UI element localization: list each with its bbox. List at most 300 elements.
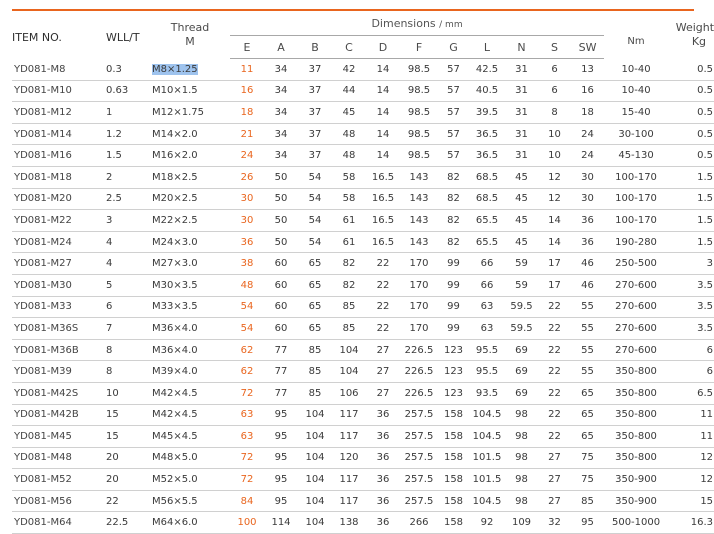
- wll-cell: 3: [100, 210, 150, 232]
- table-cell: 158: [438, 404, 469, 426]
- table-cell: 37: [298, 145, 332, 167]
- dim-e-cell: 63: [230, 426, 264, 448]
- table-row: [12, 318, 714, 340]
- table-cell: 34: [264, 102, 298, 124]
- table-row: [12, 166, 714, 188]
- nm-cell: 350-800: [604, 426, 668, 448]
- dim-e-cell: 36: [230, 231, 264, 253]
- nm-cell: 270-600: [604, 274, 668, 296]
- table-cell: 92: [469, 512, 505, 534]
- thread-cell: M18×2.5: [150, 166, 230, 188]
- table-row: [12, 59, 714, 81]
- dim-e-cell: 21: [230, 123, 264, 145]
- table-cell: 104.5: [469, 426, 505, 448]
- thread-cell: M16×2.0: [150, 145, 230, 167]
- table-cell: 24: [571, 123, 604, 145]
- table-cell: 50: [264, 231, 298, 253]
- nm-cell: 100-170: [604, 166, 668, 188]
- thread-cell: [150, 59, 230, 81]
- dimensions-label: Dimensions: [371, 17, 436, 30]
- table-cell: 82: [438, 231, 469, 253]
- table-cell: 98: [505, 426, 538, 448]
- item-no-cell: YD081-M48: [12, 447, 100, 469]
- table-cell: 31: [505, 123, 538, 145]
- table-cell: 82: [332, 274, 366, 296]
- table-row: [12, 253, 714, 275]
- dim-e-cell: 38: [230, 253, 264, 275]
- weight-cell: 15: [668, 490, 714, 512]
- table-cell: 68.5: [469, 166, 505, 188]
- table-cell: 36: [366, 512, 400, 534]
- nm-cell: 270-600: [604, 339, 668, 361]
- table-cell: 120: [332, 447, 366, 469]
- thread-cell: M48×5.0: [150, 447, 230, 469]
- table-cell: 158: [438, 512, 469, 534]
- table-cell: 46: [571, 253, 604, 275]
- table-cell: 123: [438, 339, 469, 361]
- item-no-cell: YD081-M36B: [12, 339, 100, 361]
- item-no-cell: YD081-M42B: [12, 404, 100, 426]
- nm-cell: 100-170: [604, 188, 668, 210]
- item-no-cell: YD081-M12: [12, 102, 100, 124]
- table-cell: 8: [538, 102, 571, 124]
- table-row: [12, 490, 714, 512]
- table-cell: 17: [538, 274, 571, 296]
- table-cell: 14: [366, 145, 400, 167]
- dim-e-cell: 100: [230, 512, 264, 534]
- table-cell: 123: [438, 361, 469, 383]
- nm-cell: 350-800: [604, 382, 668, 404]
- table-cell: 36: [366, 469, 400, 491]
- dim-e-cell: 62: [230, 361, 264, 383]
- item-no-cell: YD081-M45: [12, 426, 100, 448]
- table-cell: 85: [332, 318, 366, 340]
- dim-e-cell: 26: [230, 166, 264, 188]
- table-cell: 99: [438, 274, 469, 296]
- table-row: [12, 382, 714, 404]
- table-cell: 22: [538, 382, 571, 404]
- table-row: [12, 339, 714, 361]
- table-cell: 65.5: [469, 210, 505, 232]
- table-cell: 34: [264, 123, 298, 145]
- table-cell: 17: [538, 253, 571, 275]
- table-cell: 54: [298, 166, 332, 188]
- table-cell: 82: [438, 166, 469, 188]
- dim-e-cell: 72: [230, 382, 264, 404]
- table-cell: 75: [571, 447, 604, 469]
- table-cell: 82: [332, 253, 366, 275]
- thread-cell: M42×4.5: [150, 382, 230, 404]
- table-cell: 45: [505, 210, 538, 232]
- table-cell: 14: [366, 80, 400, 102]
- dim-col-header: SW: [571, 36, 604, 59]
- table-cell: 226.5: [400, 382, 438, 404]
- table-cell: 98: [505, 404, 538, 426]
- table-cell: 36: [571, 210, 604, 232]
- table-cell: 60: [264, 253, 298, 275]
- table-cell: 257.5: [400, 469, 438, 491]
- thread-label: Thread: [170, 21, 210, 35]
- dim-e-cell: 84: [230, 490, 264, 512]
- table-cell: 36: [366, 426, 400, 448]
- table-cell: 22: [538, 339, 571, 361]
- nm-cell: 15-40: [604, 102, 668, 124]
- weight-cell: 12: [668, 469, 714, 491]
- selected-text-highlight[interactable]: M8×1.25: [152, 63, 198, 75]
- table-cell: 85: [298, 339, 332, 361]
- wll-cell: 22: [100, 490, 150, 512]
- table-cell: 69: [505, 382, 538, 404]
- table-cell: 77: [264, 361, 298, 383]
- table-cell: 27: [366, 361, 400, 383]
- table-cell: 117: [332, 426, 366, 448]
- wll-cell: 15: [100, 426, 150, 448]
- nm-cell: 250-500: [604, 253, 668, 275]
- dimensions-table: [12, 12, 714, 534]
- wll-cell: 15: [100, 404, 150, 426]
- table-cell: 22: [538, 404, 571, 426]
- table-cell: 13: [571, 59, 604, 81]
- dim-col-header: D: [366, 36, 400, 59]
- item-no-cell: YD081-M16: [12, 145, 100, 167]
- table-cell: 143: [400, 188, 438, 210]
- table-cell: 95.5: [469, 361, 505, 383]
- table-cell: 65: [571, 426, 604, 448]
- table-cell: 30: [571, 188, 604, 210]
- table-cell: 104: [298, 469, 332, 491]
- table-cell: 60: [264, 274, 298, 296]
- item-no-cell: YD081-M14: [12, 123, 100, 145]
- item-no-cell: YD081-M39: [12, 361, 100, 383]
- table-cell: 12: [538, 188, 571, 210]
- wll-cell: 7: [100, 318, 150, 340]
- table-cell: 66: [469, 253, 505, 275]
- table-cell: 22: [538, 318, 571, 340]
- table-cell: 85: [298, 382, 332, 404]
- table-cell: 16: [571, 80, 604, 102]
- nm-cell: 350-800: [604, 447, 668, 469]
- table-cell: 34: [264, 145, 298, 167]
- table-cell: 104.5: [469, 404, 505, 426]
- table-cell: 55: [571, 339, 604, 361]
- table-cell: 68.5: [469, 188, 505, 210]
- table-cell: 6: [538, 59, 571, 81]
- table-cell: 45: [505, 188, 538, 210]
- nm-cell: 10-40: [604, 59, 668, 81]
- weight-cell: 3.5: [668, 318, 714, 340]
- weight-cell: 0.5: [668, 145, 714, 167]
- table-cell: 158: [438, 447, 469, 469]
- table-cell: 37: [298, 123, 332, 145]
- weight-cell: 0.5: [668, 102, 714, 124]
- col-header-wll: WLL/T: [106, 30, 140, 44]
- table-cell: 60: [264, 318, 298, 340]
- dim-e-cell: 63: [230, 404, 264, 426]
- weight-cell: 1.5: [668, 188, 714, 210]
- table-cell: 45: [505, 166, 538, 188]
- thread-unit: M: [185, 35, 195, 49]
- table-cell: 101.5: [469, 447, 505, 469]
- table-cell: 57: [438, 123, 469, 145]
- wll-cell: 20: [100, 447, 150, 469]
- table-row: [12, 188, 714, 210]
- wll-cell: 6: [100, 296, 150, 318]
- item-no-cell: YD081-M56: [12, 490, 100, 512]
- weight-unit: Kg: [691, 35, 707, 49]
- table-cell: 27: [366, 339, 400, 361]
- dim-e-cell: 72: [230, 447, 264, 469]
- weight-cell: 3: [668, 253, 714, 275]
- table-cell: 6: [538, 80, 571, 102]
- table-cell: 65: [571, 382, 604, 404]
- wll-cell: 5: [100, 274, 150, 296]
- nm-cell: 500-1000: [604, 512, 668, 534]
- table-cell: 257.5: [400, 447, 438, 469]
- table-row: [12, 102, 714, 124]
- table-row: [12, 123, 714, 145]
- table-cell: 266: [400, 512, 438, 534]
- dim-e-cell: 30: [230, 188, 264, 210]
- table-cell: 36.5: [469, 123, 505, 145]
- table-cell: 14: [366, 59, 400, 81]
- table-cell: 50: [264, 166, 298, 188]
- table-cell: 63: [469, 296, 505, 318]
- table-cell: 60: [264, 296, 298, 318]
- table-cell: 158: [438, 490, 469, 512]
- table-cell: 143: [400, 166, 438, 188]
- table-cell: 65: [571, 404, 604, 426]
- table-cell: 48: [332, 123, 366, 145]
- table-row: [12, 80, 714, 102]
- wll-cell: 0.3: [100, 59, 150, 81]
- table-cell: 65.5: [469, 231, 505, 253]
- table-cell: 98: [505, 490, 538, 512]
- table-cell: 63: [469, 318, 505, 340]
- table-cell: 77: [264, 382, 298, 404]
- top-accent-line: [12, 9, 694, 11]
- col-header-item-no: ITEM NO.: [12, 30, 62, 44]
- table-cell: 22: [366, 296, 400, 318]
- table-cell: 22: [366, 253, 400, 275]
- item-no-cell: YD081-M22: [12, 210, 100, 232]
- thread-cell: M14×2.0: [150, 123, 230, 145]
- table-cell: 85: [298, 361, 332, 383]
- dim-e-cell: 11: [230, 59, 264, 81]
- table-cell: 10: [538, 123, 571, 145]
- table-cell: 14: [366, 102, 400, 124]
- table-cell: 98.5: [400, 145, 438, 167]
- table-cell: 36: [366, 490, 400, 512]
- thread-cell: M10×1.5: [150, 80, 230, 102]
- thread-cell: M27×3.0: [150, 253, 230, 275]
- table-cell: 95: [264, 426, 298, 448]
- wll-cell: 4: [100, 231, 150, 253]
- item-no-cell: YD081-M42S: [12, 382, 100, 404]
- table-cell: 40.5: [469, 80, 505, 102]
- item-no-cell: YD081-M10: [12, 80, 100, 102]
- thread-cell: M36×4.0: [150, 339, 230, 361]
- weight-cell: 1.5: [668, 166, 714, 188]
- table-cell: 99: [438, 296, 469, 318]
- thread-cell: M22×2.5: [150, 210, 230, 232]
- table-cell: 48: [332, 145, 366, 167]
- table-cell: 27: [538, 447, 571, 469]
- weight-cell: 16.3: [668, 512, 714, 534]
- thread-cell: M12×1.75: [150, 102, 230, 124]
- table-row: [12, 210, 714, 232]
- col-header-thread: [150, 12, 230, 59]
- wll-cell: 8: [100, 339, 150, 361]
- table-row: [12, 296, 714, 318]
- dim-col-header: N: [505, 36, 538, 59]
- thread-cell: M52×5.0: [150, 469, 230, 491]
- table-cell: 31: [505, 102, 538, 124]
- weight-cell: 0.5: [668, 123, 714, 145]
- table-cell: 77: [264, 339, 298, 361]
- thread-cell: M39×4.0: [150, 361, 230, 383]
- nm-cell: 350-800: [604, 404, 668, 426]
- nm-cell: 30-100: [604, 123, 668, 145]
- table-cell: 36.5: [469, 145, 505, 167]
- table-cell: 14: [538, 231, 571, 253]
- table-cell: 54: [298, 210, 332, 232]
- dim-col-header: L: [469, 36, 505, 59]
- table-cell: 54: [298, 231, 332, 253]
- table-cell: 37: [298, 59, 332, 81]
- item-no-cell: YD081-M30: [12, 274, 100, 296]
- dim-col-header: B: [298, 36, 332, 59]
- table-cell: 66: [469, 274, 505, 296]
- item-no-cell: YD081-M64: [12, 512, 100, 534]
- table-cell: 104: [298, 447, 332, 469]
- table-cell: 85: [332, 296, 366, 318]
- thread-cell: M64×6.0: [150, 512, 230, 534]
- table-cell: 104: [298, 490, 332, 512]
- wll-cell: 2.5: [100, 188, 150, 210]
- table-cell: 98: [505, 469, 538, 491]
- table-row: [12, 404, 714, 426]
- wll-cell: 4: [100, 253, 150, 275]
- table-cell: 31: [505, 59, 538, 81]
- table-cell: 22: [366, 274, 400, 296]
- dim-col-header: F: [400, 36, 438, 59]
- table-cell: 57: [438, 59, 469, 81]
- item-no-cell: YD081-M33: [12, 296, 100, 318]
- header-row-top: [12, 12, 714, 36]
- table-cell: 31: [505, 145, 538, 167]
- table-cell: 22: [538, 296, 571, 318]
- table-cell: 95: [264, 404, 298, 426]
- table-row: [12, 512, 714, 534]
- table-cell: 59: [505, 253, 538, 275]
- table-cell: 114: [264, 512, 298, 534]
- thread-cell: M56×5.5: [150, 490, 230, 512]
- thread-cell: M45×4.5: [150, 426, 230, 448]
- nm-cell: 10-40: [604, 80, 668, 102]
- table-cell: 75: [571, 469, 604, 491]
- wll-cell: 8: [100, 361, 150, 383]
- weight-cell: 3.5: [668, 274, 714, 296]
- table-cell: 57: [438, 102, 469, 124]
- wll-cell: 1.5: [100, 145, 150, 167]
- weight-cell: 6.5: [668, 382, 714, 404]
- item-no-cell: YD081-M27: [12, 253, 100, 275]
- table-cell: 95: [264, 469, 298, 491]
- nm-cell: 190-280: [604, 231, 668, 253]
- table-cell: 109: [505, 512, 538, 534]
- table-cell: 10: [538, 145, 571, 167]
- table-cell: 18: [571, 102, 604, 124]
- thread-cell: M42×4.5: [150, 404, 230, 426]
- table-cell: 104.5: [469, 490, 505, 512]
- table-cell: 59.5: [505, 318, 538, 340]
- table-cell: 104: [298, 426, 332, 448]
- table-row: [12, 274, 714, 296]
- table-cell: 82: [438, 188, 469, 210]
- nm-cell: 350-800: [604, 361, 668, 383]
- table-cell: 22: [366, 318, 400, 340]
- table-cell: 44: [332, 80, 366, 102]
- nm-cell: 100-170: [604, 210, 668, 232]
- table-cell: 57: [438, 80, 469, 102]
- table-cell: 22: [538, 361, 571, 383]
- nm-cell: 270-600: [604, 318, 668, 340]
- dim-e-cell: 54: [230, 296, 264, 318]
- item-no-cell: YD081-M24: [12, 231, 100, 253]
- thread-cell: M20×2.5: [150, 188, 230, 210]
- table-cell: 69: [505, 339, 538, 361]
- table-cell: 16.5: [366, 231, 400, 253]
- table-cell: 117: [332, 469, 366, 491]
- item-no-cell: YD081-M36S: [12, 318, 100, 340]
- table-cell: 45: [332, 102, 366, 124]
- table-cell: 55: [571, 318, 604, 340]
- dim-e-cell: 24: [230, 145, 264, 167]
- table-cell: 55: [571, 296, 604, 318]
- table-cell: 58: [332, 166, 366, 188]
- table-cell: 106: [332, 382, 366, 404]
- table-cell: 55: [571, 361, 604, 383]
- table-cell: 95: [264, 447, 298, 469]
- wll-cell: 0.63: [100, 80, 150, 102]
- item-no-cell: YD081-M20: [12, 188, 100, 210]
- table-cell: 16.5: [366, 166, 400, 188]
- table-cell: 226.5: [400, 361, 438, 383]
- table-cell: 143: [400, 231, 438, 253]
- table-cell: 65: [298, 296, 332, 318]
- table-row: [12, 469, 714, 491]
- table-cell: 158: [438, 426, 469, 448]
- table-cell: 16.5: [366, 210, 400, 232]
- table-cell: 99: [438, 253, 469, 275]
- dim-col-header: A: [264, 36, 298, 59]
- dim-e-cell: 54: [230, 318, 264, 340]
- nm-cell: 350-900: [604, 490, 668, 512]
- table-cell: 42: [332, 59, 366, 81]
- table-cell: 158: [438, 469, 469, 491]
- weight-cell: 11: [668, 404, 714, 426]
- thread-cell: M24×3.0: [150, 231, 230, 253]
- weight-cell: 1.5: [668, 231, 714, 253]
- thread-cell: M33×3.5: [150, 296, 230, 318]
- table-cell: 98.5: [400, 123, 438, 145]
- table-cell: 170: [400, 296, 438, 318]
- table-row: [12, 447, 714, 469]
- table-cell: 39.5: [469, 102, 505, 124]
- table-cell: 104: [298, 404, 332, 426]
- table-row: [12, 361, 714, 383]
- dim-col-header: E: [230, 36, 264, 59]
